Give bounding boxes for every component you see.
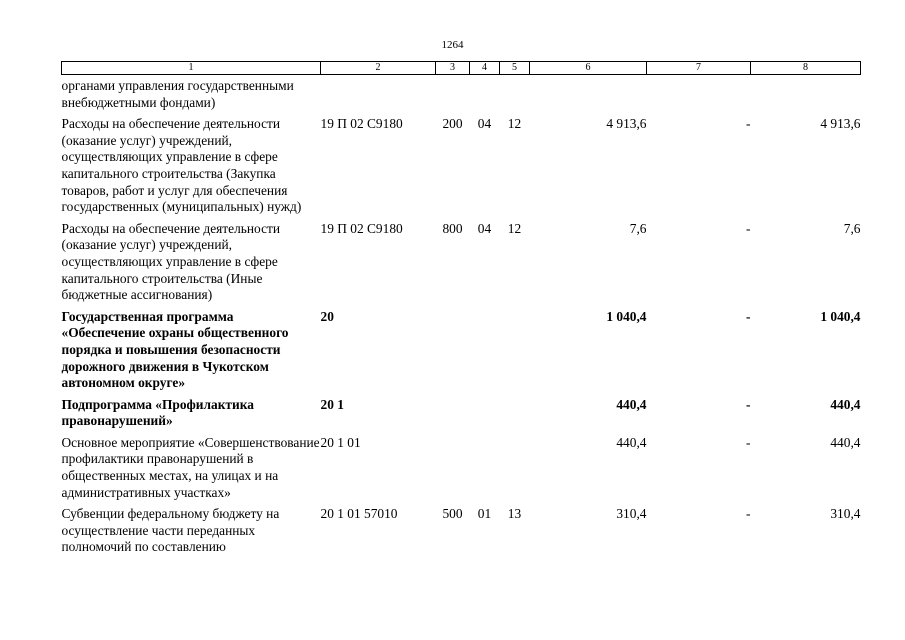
subsection: 13: [507, 506, 522, 522]
table-row: [62, 430, 861, 501]
table-row: [62, 75, 861, 112]
subsection: [500, 304, 530, 392]
amount-final: 440,4: [830, 434, 861, 450]
subsection: [500, 392, 530, 430]
section: [470, 304, 500, 392]
header-row: [62, 62, 861, 75]
table-row: [62, 501, 861, 556]
amount-final: 4 913,6: [820, 116, 861, 132]
amount-total: 440,4: [616, 396, 647, 412]
table-row: [62, 392, 861, 430]
expense-type: [436, 430, 470, 501]
amount-total: [530, 75, 647, 112]
column-header: 7: [647, 62, 751, 75]
target-code: 19 П 02 С9180: [320, 116, 403, 132]
expense-type: [436, 392, 470, 430]
subsection: [500, 75, 530, 112]
amount-change: -: [746, 116, 751, 132]
column-header: 8: [751, 62, 861, 75]
table-body: [62, 75, 861, 557]
target-code: [321, 75, 436, 112]
section: 04: [477, 116, 492, 132]
expense-type: 200: [442, 116, 463, 132]
amount-total: 7,6: [629, 220, 647, 236]
item-name: Подпрограмма «Профилактика правонарушений»: [61, 396, 254, 429]
amount-total: 440,4: [616, 434, 647, 450]
expense-type: 800: [442, 220, 463, 236]
item-name: Расходы на обеспечение деятельности (оказание услуг) учреждений, осуществляющих управление в сфере капитального строительства (Закупка товаров, работ и услуг для обеспечения государственных (муниципальных) нужд): [61, 116, 302, 215]
column-header: 5: [500, 62, 530, 75]
target-code: 20: [320, 308, 334, 324]
section: [470, 392, 500, 430]
item-name: Государственная программа «Обеспечение охраны общественного порядка и повышения безопасности дорожного движения в Чукотском автономном округе»: [61, 308, 289, 391]
subsection: 12: [507, 116, 522, 132]
item-name: Расходы на обеспечение деятельности (оказание услуг) учреждений, осуществляющих управление в сфере капитального строительства (Иные бюджетные ассигнования): [61, 220, 281, 303]
column-header: 4: [470, 62, 500, 75]
item-name: органами управления государственными внебюджетными фондами): [61, 78, 294, 110]
table-row: [62, 111, 861, 216]
amount-final: [751, 75, 861, 112]
amount-change: -: [746, 220, 751, 236]
amount-total: 310,4: [616, 506, 647, 522]
item-name: Субвенции федеральному бюджету на осуществление части переданных полномочий по составлению: [61, 506, 280, 555]
amount-final: 7,6: [843, 220, 861, 236]
budget-table: [61, 61, 861, 556]
amount-final: 1 040,4: [820, 308, 861, 324]
section: 04: [477, 220, 492, 236]
amount-total: 1 040,4: [606, 308, 647, 324]
amount-change: -: [746, 396, 751, 412]
amount-change: -: [746, 506, 751, 522]
item-name: Основное мероприятие «Совершенствование профилактики правонарушений в общественных местах, на улицах и на административных участках»: [61, 434, 320, 500]
target-code: 20 1 01: [320, 434, 361, 450]
amount-total: 4 913,6: [606, 116, 647, 132]
target-code: 19 П 02 С9180: [320, 220, 403, 236]
column-header: 1: [62, 62, 321, 75]
amount-change: -: [746, 434, 751, 450]
table-row: [62, 304, 861, 392]
subsection: 12: [507, 220, 522, 236]
section: 01: [477, 506, 492, 522]
column-header: 3: [436, 62, 470, 75]
amount-final: 310,4: [830, 506, 861, 522]
page-number: 1264: [441, 39, 464, 51]
column-header: 6: [530, 62, 647, 75]
column-header: 2: [321, 62, 436, 75]
table-row: [62, 216, 861, 304]
target-code: 20 1: [320, 396, 344, 412]
section: [470, 75, 500, 112]
subsection: [500, 430, 530, 501]
expense-type: 500: [442, 506, 463, 522]
section: [470, 430, 500, 501]
expense-type: [436, 304, 470, 392]
amount-change: [647, 75, 751, 112]
amount-final: 440,4: [830, 396, 861, 412]
target-code: 20 1 01 57010: [320, 506, 398, 522]
amount-change: -: [746, 308, 751, 324]
expense-type: [436, 75, 470, 112]
